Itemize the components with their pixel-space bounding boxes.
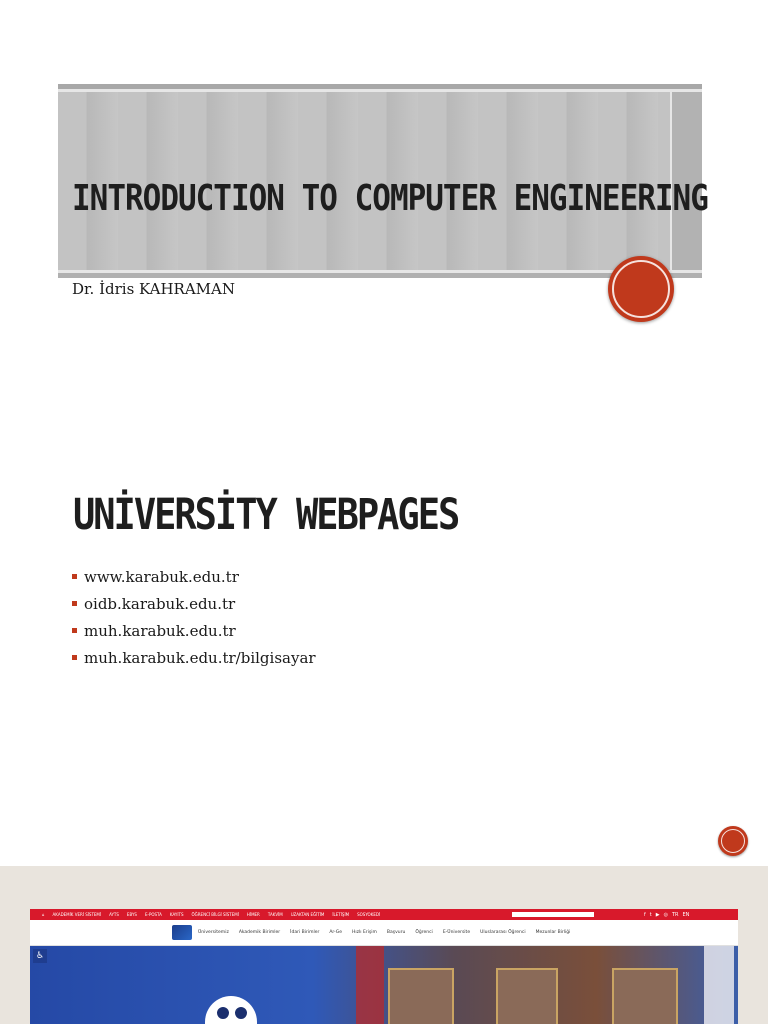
webpage-list [72, 568, 316, 676]
website-screenshot-slide [0, 866, 768, 1024]
topbar-link[interactable]: AKADEMİK VERİ SİSTEMİ [52, 912, 102, 917]
university-webpages-slide [0, 432, 768, 864]
owl-mascot-icon [205, 996, 257, 1024]
nav-item[interactable]: Akademik Birimler [238, 930, 281, 935]
university-logo[interactable] [172, 925, 192, 940]
list-item[interactable]: oidb.karabuk.edu.tr [72, 595, 316, 622]
instagram-icon[interactable]: ◎ [663, 911, 668, 918]
slide-heading: UNİVERSİTY WEBPAGES [73, 490, 459, 540]
topbar-link[interactable]: EBYS [126, 912, 137, 917]
nav-item[interactable]: Uluslararası Öğrenci [480, 930, 526, 935]
slide-title: INTRODUCTION TO COMPUTER ENGINEERING [72, 178, 708, 220]
portrait-frame [388, 968, 454, 1024]
facebook-icon[interactable]: f [644, 911, 646, 918]
site-search-input[interactable] [512, 912, 594, 917]
language-tr[interactable]: TR [671, 911, 679, 918]
hero-banner [30, 946, 738, 1024]
portrait-frame [612, 968, 678, 1024]
site-nav [30, 920, 738, 946]
list-item[interactable]: www.karabuk.edu.tr [72, 568, 316, 595]
topbar-link[interactable]: AYTS [109, 912, 119, 917]
nav-item[interactable]: Ar-Ge [329, 930, 343, 935]
bullet-icon [72, 655, 77, 660]
language-en[interactable]: EN [682, 911, 690, 918]
author-name: Dr. İdris KAHRAMAN [72, 280, 236, 298]
topbar-link[interactable]: HİMER [246, 912, 260, 917]
website-screenshot [30, 909, 738, 1024]
decorative-circle-icon [718, 826, 748, 856]
twitter-icon[interactable]: t [649, 911, 652, 918]
topbar-link[interactable]: TAKVİM [267, 912, 283, 917]
site-top-bar [30, 909, 738, 920]
youtube-icon[interactable]: ▶ [655, 911, 660, 918]
title-slide [0, 0, 768, 432]
nav-item[interactable]: İdari Birimler [290, 930, 320, 935]
list-item[interactable]: muh.karabuk.edu.tr/bilgisayar [72, 649, 316, 676]
nav-item[interactable]: E-Üniversite [442, 930, 471, 935]
list-item[interactable]: muh.karabuk.edu.tr [72, 622, 316, 649]
flag-image [356, 946, 384, 1024]
nav-item[interactable]: Mezunlar Birliği [535, 930, 571, 935]
bullet-icon [72, 574, 77, 579]
emblem-frame [496, 968, 558, 1024]
topbar-link[interactable]: UZAKTAN EĞİTİM [290, 912, 325, 917]
decorative-circle-icon [608, 256, 674, 322]
nav-item[interactable]: Başvuru [386, 930, 406, 935]
nav-item[interactable]: Üniversitemiz [198, 930, 229, 935]
topbar-link[interactable]: KAYITS [169, 912, 184, 917]
bullet-icon [72, 601, 77, 606]
topbar-link[interactable]: SOSYOKEDİ [357, 912, 381, 917]
home-icon[interactable]: ⌂ [42, 912, 45, 917]
topbar-link[interactable]: E-POSTA [144, 912, 162, 917]
accessibility-icon[interactable]: ♿ [33, 949, 47, 963]
flag-image [704, 946, 734, 1024]
nav-item[interactable]: Öğrenci [415, 930, 433, 935]
topbar-link[interactable]: ÖĞRENCİ BİLGİ SİSTEMİ [191, 912, 239, 917]
nav-item[interactable]: Hızlı Erişim [352, 930, 377, 935]
bullet-icon [72, 628, 77, 633]
topbar-link[interactable]: İLETİŞİM [332, 912, 350, 917]
